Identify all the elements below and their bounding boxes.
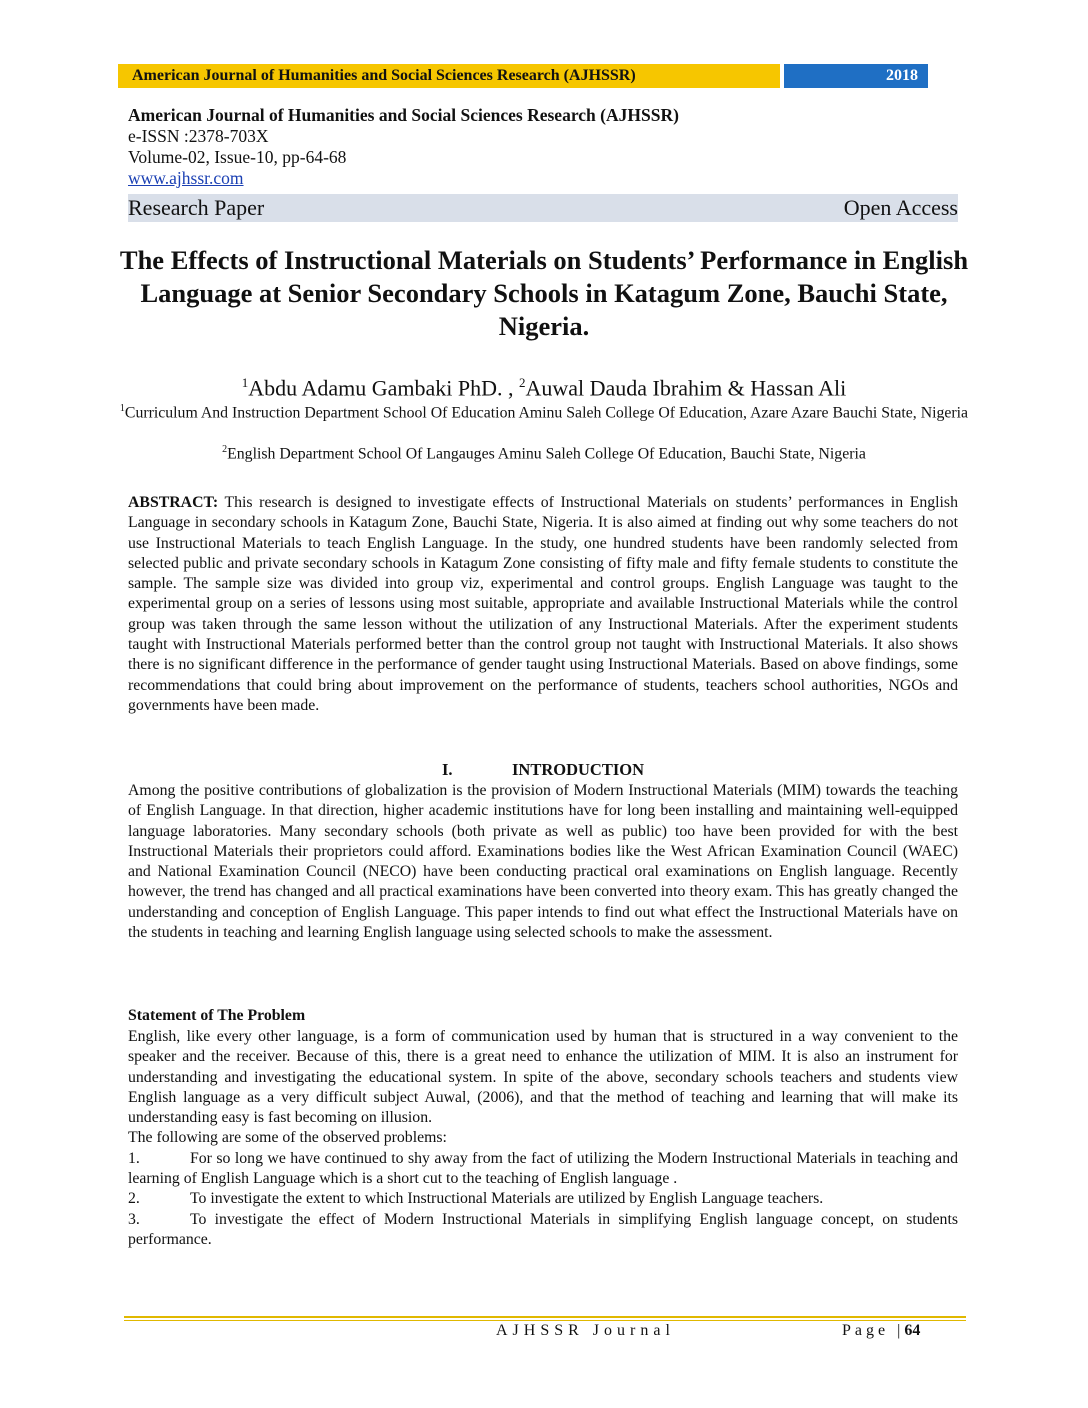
- running-header-title: American Journal of Humanities and Social Sciences Research (AJHSSR): [118, 64, 780, 88]
- affiliation-2-text: English Department School Of Langauges Aminu Saleh College Of Education, Bauchi State, Nigeria: [227, 445, 866, 463]
- affiliation-2: [118, 440, 970, 464]
- list-item: [128, 1189, 958, 1209]
- list-item-text: To investigate the extent to which Instructional Materials are utilized by English Language teachers.: [190, 1190, 824, 1208]
- problem-list-intro: The following are some of the observed problems:: [128, 1129, 447, 1147]
- author1-affil-marker: 1: [241, 375, 249, 390]
- paper-type: Research Paper: [128, 195, 265, 220]
- section-heading-introduction: [128, 760, 958, 780]
- footer-rule: [124, 1316, 966, 1318]
- problem-paragraph: English, like every other language, is a form of communication used by human that is structured in a way convenient to the speaker and the receiver. Because of this, there is a great need to enhance the utilization of MIM. It is also an instrument for understanding and investigating the educational system. In spite of the above, secondary schools teachers and students view English language as a very difficult subject Auwal, (2006), and that the method of teaching and learning that will make its understanding easy is fast becoming on illusion.: [128, 1028, 958, 1127]
- list-item-number: 2.: [128, 1190, 140, 1208]
- journal-website-link[interactable]: www.ajhssr.com: [128, 168, 244, 188]
- paper-title: The Effects of Instructional Materials on Students’ Performance in English Language at Senior Secondary Schools in Katagum Zone, Bauchi State, Nigeria.: [119, 245, 969, 341]
- problem-section: [128, 1027, 958, 1250]
- affiliation-1-text: Curriculum And Instruction Department School Of Education Aminu Saleh College Of Education, Azare Azare Bauchi State, Nigeria: [124, 404, 969, 422]
- footer-page-number: [842, 1322, 920, 1340]
- author2-affil-marker: 2: [518, 375, 526, 390]
- footer-journal-name: AJHSSR Journal: [496, 1322, 675, 1339]
- list-item-number: 1.: [128, 1149, 140, 1167]
- journal-issn: e-ISSN :2378-703X: [128, 126, 269, 146]
- footer-page-label: Page |: [842, 1322, 905, 1339]
- journal-volume: Volume-02, Issue-10, pp-64-68: [128, 147, 347, 167]
- journal-info: [128, 105, 679, 189]
- affiliation-1: [118, 399, 970, 423]
- abstract: [128, 493, 958, 716]
- footer-rule-thin: [124, 1320, 966, 1321]
- affiliation-1-marker: 1: [119, 403, 125, 414]
- list-item-number: 3.: [128, 1210, 140, 1228]
- list-item-text: To investigate the effect of Modern Instructional Materials in simplifying English language concept, on students performance.: [128, 1210, 958, 1248]
- list-item: [128, 1210, 958, 1251]
- footer-page-value: 64: [904, 1322, 921, 1339]
- journal-name: American Journal of Humanities and Social Sciences Research (AJHSSR): [128, 105, 679, 125]
- abstract-label: ABSTRACT:: [128, 494, 219, 511]
- problem-heading: Statement of The Problem: [128, 1007, 306, 1024]
- list-item-text: For so long we have continued to shy away from the fact of utilizing the Modern Instructional Materials in teaching and learning of English Language which is a short cut to the teaching of English language .: [128, 1149, 958, 1188]
- paper-type-bar: [128, 194, 958, 222]
- section-number: I.: [441, 760, 453, 779]
- author1: Abdu Adamu Gambaki PhD. ,: [248, 375, 514, 401]
- running-header: [118, 64, 928, 88]
- access-type: Open Access: [843, 195, 958, 220]
- author2: Auwal Dauda Ibrahim & Hassan Ali: [525, 375, 847, 401]
- running-header-year: 2018: [784, 64, 928, 88]
- abstract-text: This research is designed to investigate effects of Instructional Materials on students’ performances in English Language in secondary schools in Katagum Zone, Bauchi State, Nigeria. It is also aimed at finding out why some teachers do not use Instructional Materials to teach English Language. In the study, one hundred students have been randomly selected from selected public and private secondary schools in Katagum Zone consisting of fifty male and fifty female students to constitute the sample. The sample size was divided into group viz, experimental and control groups. English Language was taught to the experimental group on a series of lessons using most suitable, appropriate and available Instructional Materials while the control group was taken through the same lesson without the utilization of any Instructional Materials. After the experiment students taught with Instructional Materials performed better than the control group not taught with Instructional Materials. It also shows there is no significant difference in the performance of gender taught using Instructional Materials. Based on above findings, some recommendations that could bring about improvement on the performance of students, teachers school authorities, NGOs and governments have been made.: [128, 494, 958, 714]
- affiliation-2-marker: 2: [222, 444, 228, 455]
- section-title: INTRODUCTION: [511, 760, 645, 779]
- list-item: [128, 1149, 958, 1190]
- introduction-paragraph: Among the positive contributions of globalization is the provision of Modern Instructional Materials (MIM) towards the teaching of English Language. In that direction, higher academic institutions have for long been installing and maintaining well-equipped language laboratories. Many secondary schools (both private as well as public) too have been provided for with the best Instructional Materials their proprietors could afford. Examinations bodies like the West African Examination Council (WAEC) and National Examination Council (NECO) have been conducting practical oral examinations on English language. Recently however, the trend has changed and all practical examinations have been converted into theory exam. This has greatly changed the understanding and conception of English Language. This paper intends to find out what effect the Instructional Materials have on the students in teaching and learning English language using selected schools to make the assessment.: [128, 782, 958, 942]
